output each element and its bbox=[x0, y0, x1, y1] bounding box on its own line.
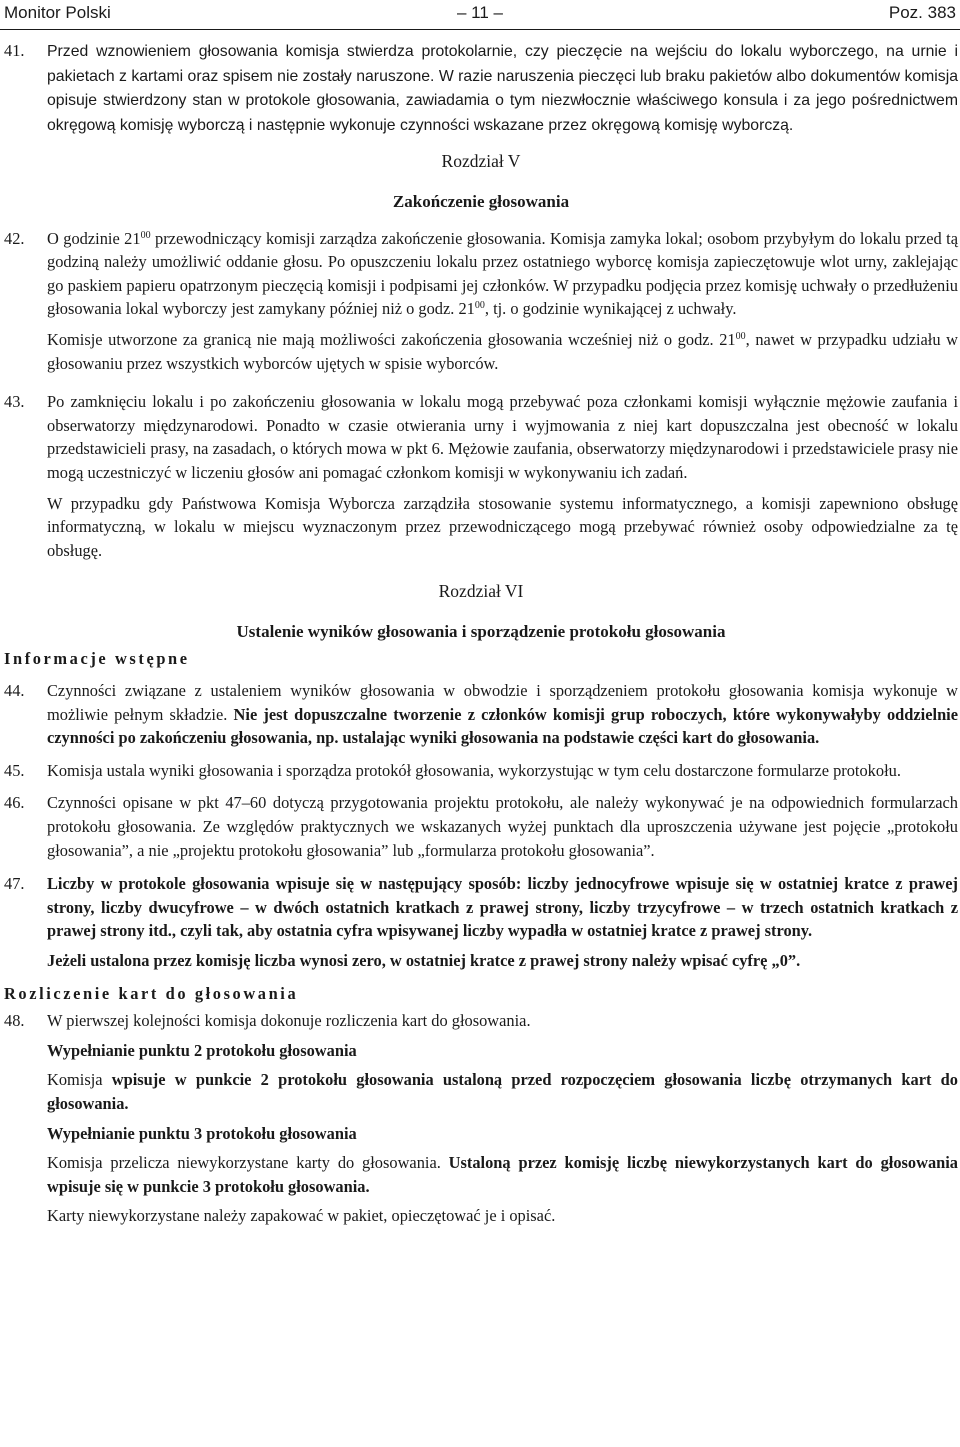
point-44-text: Czynności związane z ustaleniem wyników głosowania w obwodzie i sporządzeniem protokołu głosowania komisja wykonuje w możliwie pełnym składzie. bbox=[47, 681, 958, 724]
journal-name: Monitor Polski bbox=[4, 3, 111, 22]
chapter-label: Rozdział V bbox=[441, 151, 521, 172]
point-44 bbox=[4, 679, 958, 750]
paragraph-bold-text: Ustaloną przez komisję liczbę niewykorzystanych kart do głosowania wpisuje się w punkcie 3 protokołu głosowania. bbox=[47, 1153, 958, 1196]
point-47 bbox=[4, 872, 958, 943]
point-number: 42. bbox=[4, 228, 25, 248]
point-number: 47. bbox=[4, 874, 25, 894]
point-number: 41. bbox=[4, 41, 25, 60]
superscript: 00 bbox=[735, 330, 746, 342]
point-number: 43. bbox=[4, 392, 25, 412]
page-number: – 11 – bbox=[456, 3, 503, 22]
section-heading: Informacje wstępne bbox=[4, 649, 190, 669]
point-43-paragraph-2: W przypadku gdy Państwowa Komisja Wyborcza zarządziła stosowanie systemu informatycznego, a komisji zapewniono obsługę informatyczną, w lokalu w miejscu wyznaczonym przez przewodniczącego mogą przebywać również osoby odpowiedzialne za tę obsługę. bbox=[47, 493, 958, 560]
chapter-title: Ustalenie wyników głosowania i sporządzenie protokołu głosowania bbox=[236, 621, 726, 641]
point-42-paragraph-2 bbox=[4, 328, 958, 375]
point-41 bbox=[4, 39, 958, 137]
paragraph-bold-text: wpisuje w punkcie 2 protokołu głosowania ustaloną przed rozpoczęciem głosowania liczbę otrzymanych kart do głosowania. bbox=[47, 1070, 958, 1113]
point-41-text-b: W razie naruszenia pieczęci lub braku pakietów albo dokumentów komisja opisuje stwierdzony stan w protokole głosowania, zawiadamia o tym niezwłocznie właściwego konsula i za jego pośrednictwem okręgową komisję wyborczą i następnie wykonuje czynności wskazane przez okręgową komisję wyborczą. bbox=[47, 67, 959, 134]
point-41-text-a: Przed wznowieniem głosowania komisja stwierdza protokolarnie, czy pieczęcie na wejściu do lokalu wyborczego, na urnie i pakietach z kartami oraz spisem nie zostały naruszone. bbox=[47, 43, 958, 85]
point-48 bbox=[4, 1009, 958, 1033]
point-number: 46. bbox=[4, 793, 25, 813]
subheading-point-2 bbox=[4, 1039, 958, 1063]
point-47-bold-text: Liczby w protokole głosowania wpisuje się w następujący sposób: liczby jednocyfrowe wpisuje się w ostatniej kratce z prawej strony, liczby dwucyfrowe – w dwóch ostatnich kratkach z prawej strony, liczby trzycyfrowe – w trzech ostatnich kratkach z prawej strony itd., czyli tak, aby ostatnia cyfra wpisywanej liczby wypadła w ostatniej kratce z prawej strony. bbox=[47, 874, 958, 941]
point-44-bold-text: Nie jest dopuszczalne tworzenie z członków komisji grup roboczych, które wykonywałyby oddzielnie czynności po zakończeniu głosowania, np. ustalając wyniki głosowania na podstawie części kart do głosowania. bbox=[47, 704, 959, 748]
subheading-text: Wypełnianie punktu 3 protokołu głosowania bbox=[47, 1123, 357, 1143]
point-number: 48. bbox=[4, 1011, 25, 1031]
chapter-title: Zakończenie głosowania bbox=[392, 191, 570, 211]
paragraph-text: Komisja bbox=[47, 1070, 112, 1090]
document-body bbox=[4, 37, 958, 1228]
point-46 bbox=[4, 791, 958, 862]
point-46-text: Czynności opisane w pkt 47–60 dotyczą przygotowania projektu protokołu, ale należy wykonywać je na odpowiednich formularzach protokołu głosowania. Ze względów praktycznych we wskazanych wyżej punktach dla uproszczenia używane jest pojęcie „protokołu głosowania”, a nie „projektu protokołu głosowania” lub „formularza protokołu głosowania”. bbox=[47, 793, 958, 860]
subheading-point-3 bbox=[4, 1122, 958, 1146]
superscript: 00 bbox=[140, 229, 151, 241]
point-47-paragraph-2 bbox=[4, 949, 958, 973]
subheading-text: Wypełnianie punktu 2 protokołu głosowania bbox=[47, 1040, 357, 1060]
point-42-text-c: , tj. o godzinie wynikającej z uchwały. bbox=[484, 299, 737, 319]
point-42-text-d: Komisje utworzone za granicą nie mają możliwości zakończenia głosowania wcześniej niż o godz. 21 bbox=[47, 329, 736, 349]
paragraph-text: Komisja przelicza niewykorzystane karty do głosowania. bbox=[47, 1153, 449, 1173]
point-42-text-b: przewodniczący komisji zarządza zakończenie głosowania. Komisja zamyka lokal; osobom przybyłym do lokalu przed tą godziną należy umożliwić oddanie głosu. Po opuszczeniu lokalu przez ostatniego wyborcę komisja zapieczętowuje wlot urny, zaklejając go paskiem papieru opatrzonym pieczęcią komisji i podpisami jej członków. W przypadku podjęcia przez komisję uchwały o przedłużeniu głosowania lokal wyborczy jest zamykany później niż o godz. 21 bbox=[47, 228, 958, 319]
point-43 bbox=[4, 390, 958, 484]
superscript: 00 bbox=[474, 300, 485, 312]
point-number: 44. bbox=[4, 681, 25, 701]
point-48-paragraph-3 bbox=[4, 1151, 958, 1198]
point-48-paragraph-2 bbox=[4, 1068, 958, 1115]
point-42-text-a: O godzinie 21 bbox=[47, 228, 141, 248]
chapter-label: Rozdział VI bbox=[438, 581, 524, 602]
point-number: 45. bbox=[4, 760, 25, 780]
point-48-text: W pierwszej kolejności komisja dokonuje rozliczenia kart do głosowania. bbox=[47, 1011, 531, 1031]
point-45 bbox=[4, 759, 958, 783]
page-header bbox=[4, 1, 956, 27]
header-divider bbox=[0, 29, 960, 30]
point-48-paragraph-4: Karty niewykorzystane należy zapakować w pakiet, opieczętować je i opisać. bbox=[47, 1206, 556, 1226]
point-47-bold-text-2: Jeżeli ustalona przez komisję liczba wynosi zero, w ostatniej kratce z prawej strony należy wpisać cyfrę „0”. bbox=[47, 951, 801, 970]
point-43-text-a: Po zamknięciu lokalu i po zakończeniu głosowania w lokalu mogą przebywać poza członkami komisji wyłącznie mężowie zaufania i obserwatorzy międzynarodowi. Ponadto w czasie otwierania urny i wyjmowania z niej kart dopuszczalna jest obecność w lokalu przedstawicieli prasy, na zasadach, o których mowa w pkt 6. Mężowie zaufania, obserwatorzy międzynarodowi i przedstawiciele prasy nie mogą uczestniczyć w liczeniu głosów ani pomagać członkom komisji w wykonywaniu ich zadań. bbox=[47, 392, 958, 482]
point-45-text: Komisja ustala wyniki głosowania i sporządza protokół głosowania, wykorzystując w tym celu dostarczone formularze protokołu. bbox=[47, 760, 901, 780]
section-heading: Rozliczenie kart do głosowania bbox=[4, 983, 299, 1003]
position-number: Poz. 383 bbox=[888, 3, 956, 22]
point-42 bbox=[4, 227, 958, 321]
point-42-text-e: , nawet w przypadku udziału w głosowaniu przez wszystkich wyborców ujętych w spisie wyborców. bbox=[47, 329, 958, 373]
